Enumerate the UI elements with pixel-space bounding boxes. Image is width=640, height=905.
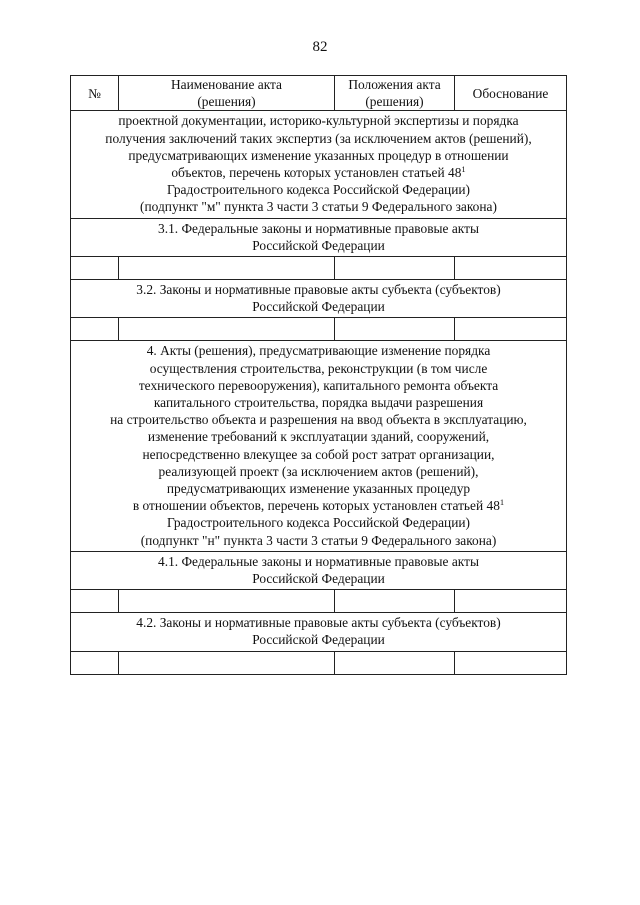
line-text: предусматривающих изменение указанных процедур в отношении [128, 147, 509, 163]
header-line: Обоснование [472, 85, 549, 101]
section-text-line [75, 497, 562, 514]
header-line: № [88, 85, 101, 101]
section-text-line [75, 298, 562, 315]
section-row [71, 551, 567, 589]
line-text: технического перевооружения), капитального ремонта объекта [138, 377, 499, 393]
empty-table-cell [119, 651, 335, 674]
section-text-line [75, 480, 562, 497]
page-number: 82 [312, 39, 328, 55]
section-text-line [75, 237, 562, 254]
section-row [71, 218, 567, 256]
section-text-line [75, 130, 562, 147]
section-text-line [75, 570, 562, 587]
superscript: 1 [461, 164, 466, 175]
line-text: Российской Федерации [252, 237, 385, 253]
header-act-name [119, 76, 335, 111]
empty-table-cell [71, 651, 119, 674]
section-text-cell [71, 218, 567, 256]
line-text: объектов, перечень которых установлен статьей 48 [171, 165, 462, 181]
section-text-cell [71, 111, 567, 218]
empty-table-row [71, 651, 567, 674]
section-row [71, 280, 567, 318]
empty-table-cell [335, 257, 455, 280]
empty-table-cell [71, 590, 119, 613]
empty-table-row [71, 318, 567, 341]
line-text: на строительство объекта и разрешения на ввод объекта в эксплуатацию, [110, 412, 527, 428]
section-text-line [75, 532, 562, 549]
line-text: предусматривающих изменение указанных процедур [166, 481, 471, 497]
line-text: 4.2. Законы и нормативные правовые акты субъекта (субъектов) [136, 615, 501, 631]
section-text-line [75, 377, 562, 394]
line-text: Градостроительного кодекса Российской Федерации) [166, 182, 471, 198]
acts-table-body [71, 76, 567, 675]
section-text-line [75, 112, 562, 129]
empty-table-cell [455, 318, 567, 341]
section-text-line [75, 164, 562, 181]
empty-table-cell [455, 651, 567, 674]
section-text-line [75, 281, 562, 298]
line-text: реализующей проект (за исключением актов (решений), [158, 463, 479, 479]
table-header-row [71, 76, 567, 111]
section-text-cell [71, 551, 567, 589]
section-text-cell [71, 613, 567, 651]
line-text: непосредственно влекущее за собой рост затрат организации, [142, 446, 495, 462]
section-text-line [75, 342, 562, 359]
line-text: 3.1. Федеральные законы и нормативные правовые акты [158, 220, 479, 236]
header-justification [455, 76, 567, 111]
header-line: (решения) [365, 94, 424, 110]
empty-table-cell [335, 651, 455, 674]
empty-table-row [71, 257, 567, 280]
line-text: изменение требований к эксплуатации зданий, сооружений, [147, 429, 490, 445]
line-text: осуществления строительства, реконструкции (в том числе [149, 360, 488, 376]
line-text: (подпункт "м" пункта 3 части 3 статьи 9 Федерального закона) [140, 199, 497, 215]
empty-table-cell [335, 318, 455, 341]
section-text-line [75, 463, 562, 480]
section-text-line [75, 428, 562, 445]
empty-table-cell [119, 257, 335, 280]
empty-table-cell [455, 257, 567, 280]
line-text: (подпункт "н" пункта 3 части 3 статьи 9 Федерального закона) [140, 532, 497, 548]
line-text: 3.2. Законы и нормативные правовые акты субъекта (субъектов) [136, 282, 501, 298]
header-act-provisions [335, 76, 455, 111]
empty-table-row [71, 590, 567, 613]
header-line: Наименование акта [170, 77, 282, 92]
line-text: 4. Акты (решения), предусматривающие изменение порядка [146, 343, 491, 359]
header-line: (решения) [197, 94, 256, 110]
section-text-cell [71, 341, 567, 551]
section-text-line [75, 360, 562, 377]
section-text-line [75, 614, 562, 631]
section-text-line [75, 631, 562, 648]
section-text-line [75, 411, 562, 428]
section-text-cell [71, 280, 567, 318]
section-text-line [75, 514, 562, 531]
superscript: 1 [499, 497, 505, 508]
section-text-line [75, 553, 562, 570]
section-text-line [75, 446, 562, 463]
line-text: Градостроительного кодекса Российской Федерации) [166, 515, 471, 531]
section-text-line [75, 181, 562, 198]
empty-table-cell [455, 590, 567, 613]
line-text: в отношении объектов, перечень которых установлен статьей 48 [132, 498, 500, 514]
empty-table-cell [335, 590, 455, 613]
section-text-line [75, 198, 562, 215]
empty-table-cell [71, 318, 119, 341]
line-text: проектной документации, историко-культурной экспертизы и порядка [118, 113, 519, 129]
section-row [71, 341, 567, 551]
line-text: Российской Федерации [252, 571, 385, 587]
line-text: 4.1. Федеральные законы и нормативные правовые акты [158, 553, 479, 569]
empty-table-cell [71, 257, 119, 280]
empty-table-cell [119, 318, 335, 341]
section-row [71, 111, 567, 218]
line-text: Российской Федерации [252, 299, 385, 315]
empty-table-cell [119, 590, 335, 613]
header-number [71, 76, 119, 111]
section-text-line [75, 147, 562, 164]
acts-table [70, 75, 567, 675]
line-text: капитального строительства, порядка выдачи разрешения [153, 395, 484, 411]
section-row [71, 613, 567, 651]
section-text-line [75, 220, 562, 237]
line-text: Российской Федерации [252, 632, 385, 648]
header-line: Положения акта [348, 77, 441, 92]
section-text-line [75, 394, 562, 411]
line-text: получения заключений таких экспертиз (за исключением актов (решений), [105, 130, 532, 146]
